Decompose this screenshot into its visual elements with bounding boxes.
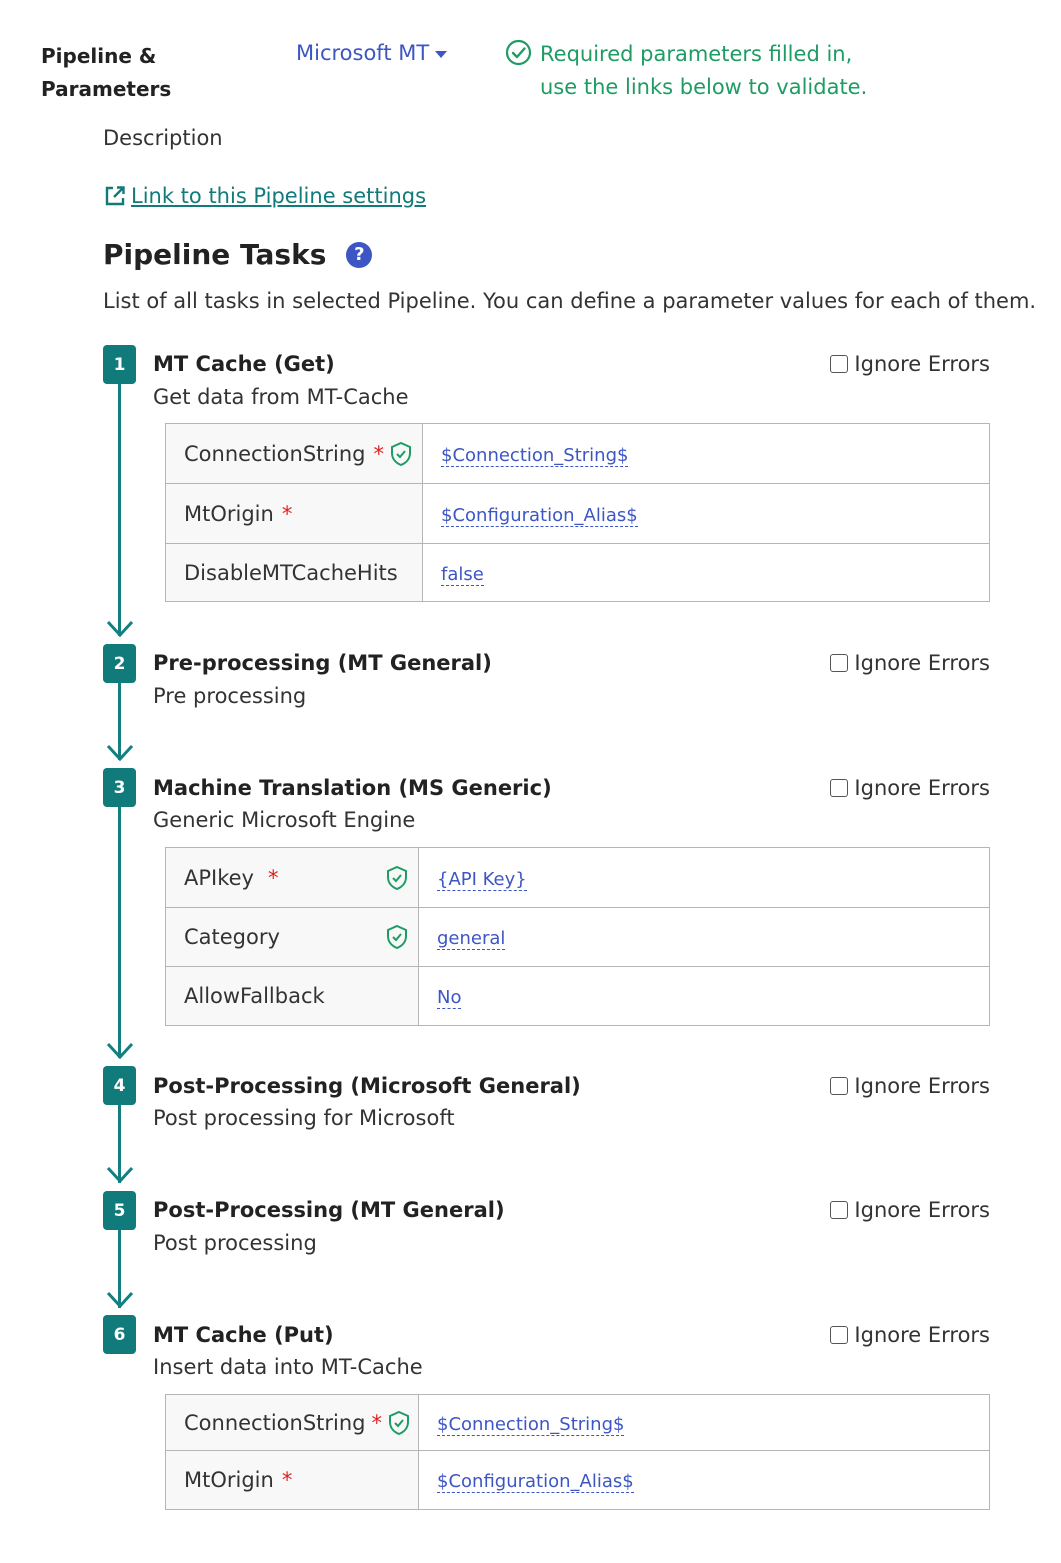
ignore-errors-option[interactable] xyxy=(830,1198,990,1222)
ignore-errors-label: Ignore Errors xyxy=(854,352,990,376)
task-description: Generic Microsoft Engine xyxy=(153,808,416,832)
param-value-link[interactable]: {API Key} xyxy=(437,868,527,890)
pipeline-select-value: Microsoft MT xyxy=(296,41,430,65)
param-name: Category xyxy=(184,925,280,949)
help-icon[interactable]: ? xyxy=(346,242,372,268)
arrow-down-icon xyxy=(105,1291,135,1309)
task-number-badge: 4 xyxy=(103,1066,136,1105)
required-asterisk: * xyxy=(281,1468,293,1492)
param-value-cell xyxy=(419,1395,990,1451)
task-description: Post processing for Microsoft xyxy=(153,1106,455,1130)
ignore-errors-checkbox[interactable] xyxy=(830,1201,848,1219)
param-value-link[interactable]: $Connection_String$ xyxy=(441,444,629,466)
param-value-cell xyxy=(419,908,990,967)
required-asterisk: * xyxy=(281,501,293,526)
param-value-cell xyxy=(419,967,990,1026)
ignore-errors-label: Ignore Errors xyxy=(854,1074,990,1098)
param-value-cell xyxy=(423,484,990,544)
ignore-errors-checkbox[interactable] xyxy=(830,1077,848,1095)
param-name: MtOrigin xyxy=(184,501,274,526)
task-number-badge: 3 xyxy=(103,768,136,807)
ignore-errors-label: Ignore Errors xyxy=(854,776,990,800)
shield-check-icon xyxy=(387,1410,411,1436)
task-description: Pre processing xyxy=(153,684,307,708)
param-name-cell xyxy=(166,544,423,602)
ignore-errors-label: Ignore Errors xyxy=(854,1323,990,1347)
param-value-cell xyxy=(419,848,990,908)
arrow-down-icon xyxy=(105,744,135,762)
param-name: ConnectionString xyxy=(184,441,366,466)
arrow-down-icon xyxy=(105,1166,135,1184)
param-name-cell xyxy=(166,848,419,908)
ignore-errors-label: Ignore Errors xyxy=(854,1198,990,1222)
ignore-errors-option[interactable] xyxy=(830,1074,990,1098)
task-number-badge: 5 xyxy=(103,1191,136,1230)
table-row xyxy=(166,424,990,484)
tasks-subtitle: List of all tasks in selected Pipeline. You can define a parameter values for each of them. xyxy=(103,289,1037,313)
ignore-errors-option[interactable] xyxy=(830,651,990,675)
shield-check-icon xyxy=(385,865,409,891)
task-name: Machine Translation (MS Generic) xyxy=(153,776,552,800)
param-name: ConnectionString xyxy=(184,1410,366,1435)
arrow-down-icon xyxy=(105,620,135,638)
ignore-errors-checkbox[interactable] xyxy=(830,1326,848,1344)
task-number-badge: 2 xyxy=(103,644,136,683)
ignore-errors-option[interactable] xyxy=(830,352,990,376)
table-row xyxy=(166,908,990,967)
parameter-table xyxy=(165,847,990,1026)
table-row xyxy=(166,967,990,1026)
ignore-errors-option[interactable] xyxy=(830,776,990,800)
table-row xyxy=(166,1451,990,1510)
arrow-down-icon xyxy=(105,1042,135,1060)
table-row xyxy=(166,1395,990,1451)
param-value-link[interactable]: No xyxy=(437,987,462,1008)
param-name-cell xyxy=(166,424,423,484)
param-value-link[interactable]: general xyxy=(437,928,506,949)
pipeline-select[interactable] xyxy=(296,41,447,65)
shield-check-icon xyxy=(389,441,413,467)
tasks-title: Pipeline Tasks xyxy=(103,238,327,271)
param-name: APIkey xyxy=(184,865,254,890)
tasks-title-row xyxy=(103,238,372,271)
table-row xyxy=(166,848,990,908)
table-row xyxy=(166,484,990,544)
required-asterisk: * xyxy=(373,441,384,466)
param-name: MtOrigin xyxy=(184,1468,274,1492)
task-number-badge: 6 xyxy=(103,1315,136,1354)
ignore-errors-checkbox[interactable] xyxy=(830,654,848,672)
status-text-line2: use the links below to validate. xyxy=(540,75,868,99)
ignore-errors-checkbox[interactable] xyxy=(830,779,848,797)
status-text-line1: Required parameters filled in, xyxy=(540,42,853,66)
section-label-line2: Parameters xyxy=(41,77,172,101)
param-value-cell xyxy=(423,544,990,602)
task-description: Insert data into MT-Cache xyxy=(153,1355,423,1379)
ignore-errors-label: Ignore Errors xyxy=(854,651,990,675)
parameter-table xyxy=(165,1394,990,1510)
check-circle-icon xyxy=(505,39,532,66)
pipeline-link-label: Link to this Pipeline settings xyxy=(131,184,427,208)
param-name-cell xyxy=(166,908,419,967)
parameter-table xyxy=(165,423,990,602)
param-value-link[interactable]: $Configuration_Alias$ xyxy=(437,1471,634,1492)
task-description: Get data from MT-Cache xyxy=(153,385,409,409)
param-name: DisableMTCacheHits xyxy=(184,560,398,585)
validation-status xyxy=(505,38,940,104)
task-description: Post processing xyxy=(153,1231,317,1255)
task-name: Post-Processing (Microsoft General) xyxy=(153,1074,581,1098)
task-number-badge: 1 xyxy=(103,345,136,384)
param-name-cell xyxy=(166,1451,419,1510)
timeline-connector xyxy=(118,807,121,1058)
required-asterisk: * xyxy=(371,1410,382,1435)
table-row xyxy=(166,544,990,602)
description-label: Description xyxy=(103,126,223,150)
shield-check-icon xyxy=(385,924,409,950)
param-value-link[interactable]: false xyxy=(441,563,484,585)
pipeline-settings-link[interactable] xyxy=(103,184,426,208)
param-name-cell xyxy=(166,484,423,544)
caret-down-icon xyxy=(435,51,447,58)
required-asterisk: * xyxy=(267,865,279,890)
task-name: MT Cache (Put) xyxy=(153,1323,334,1347)
section-label-line1: Pipeline & xyxy=(41,44,157,68)
external-link-icon xyxy=(103,184,127,208)
task-name: Post-Processing (MT General) xyxy=(153,1198,505,1222)
param-name: AllowFallback xyxy=(184,984,325,1008)
param-value-link[interactable]: $Configuration_Alias$ xyxy=(441,504,638,526)
param-value-cell xyxy=(419,1451,990,1510)
param-value-cell xyxy=(423,424,990,484)
param-name-cell xyxy=(166,967,419,1026)
param-value-link[interactable]: $Connection_String$ xyxy=(437,1413,625,1435)
ignore-errors-checkbox[interactable] xyxy=(830,355,848,373)
timeline-connector xyxy=(118,383,121,636)
task-name: MT Cache (Get) xyxy=(153,352,335,376)
task-name: Pre-processing (MT General) xyxy=(153,651,492,675)
ignore-errors-option[interactable] xyxy=(830,1323,990,1347)
param-name-cell xyxy=(166,1395,419,1451)
section-label xyxy=(41,40,171,106)
